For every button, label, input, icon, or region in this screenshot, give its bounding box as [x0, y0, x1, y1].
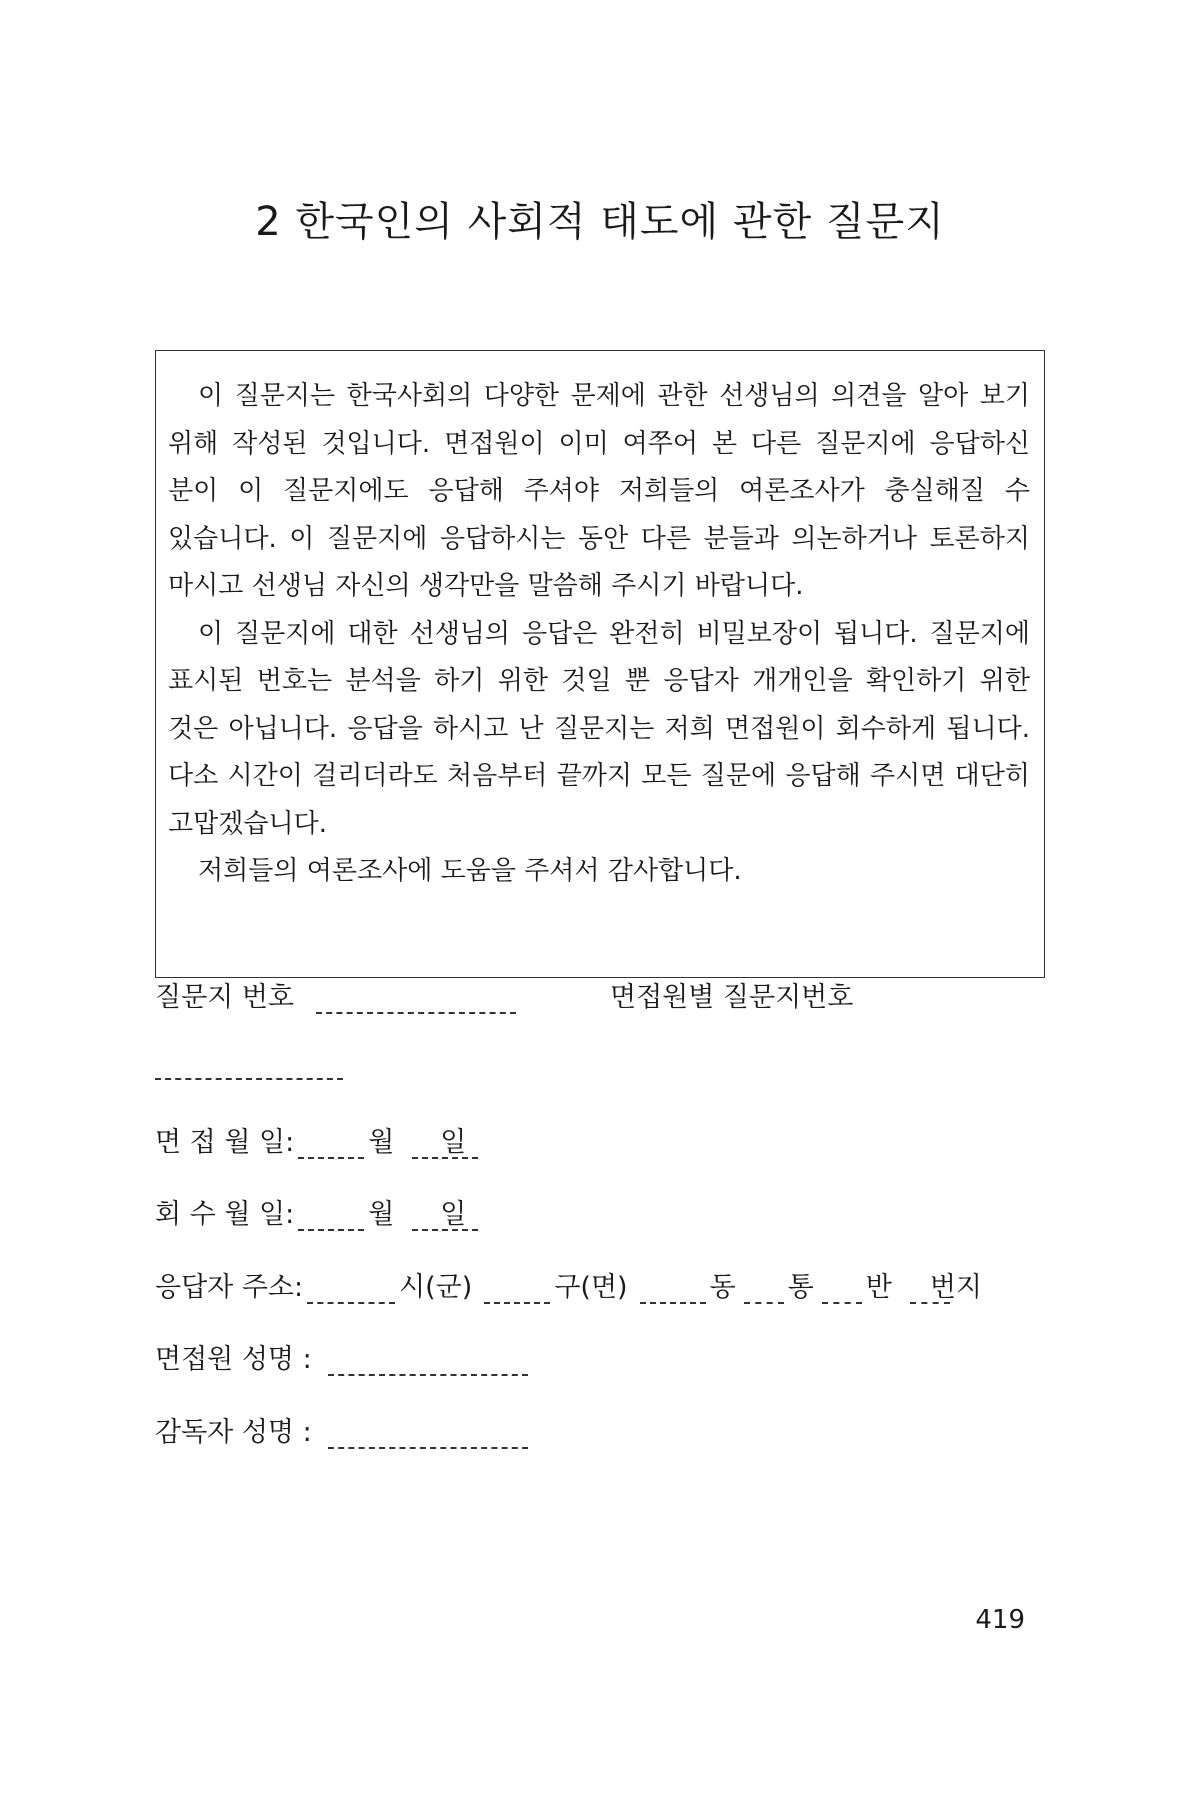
questionnaire-number-label: 질문지 번호 — [155, 982, 294, 1013]
collection-date-label: 회 수 월 일: — [155, 1199, 295, 1230]
interviewer-name-row — [155, 1337, 532, 1376]
supervisor-name-row — [155, 1410, 532, 1449]
address-dong-blank[interactable] — [640, 1274, 706, 1304]
interviewer-name-label: 면접원 성명 : — [155, 1344, 312, 1375]
collection-date-row — [155, 1192, 466, 1231]
collection-month-unit: 월 — [368, 1199, 395, 1230]
collection-month-blank[interactable] — [298, 1201, 364, 1231]
questionnaire-number-row — [155, 975, 853, 1014]
notice-paragraph: 이 질문지에 대한 선생님의 응답은 완전히 비밀보장이 됩니다. 질문지에 표시된 번호는 분석을 하기 위한 것일 뿐 응답자 개개인을 확인하기 위한 것은 아닙니다. 응답을 하시고 난 질문지는 저희 면접원이 회수하게 됩니다. 다소 시간이 걸리더라도 처음부터 끝까지 모든 질문에 응답해 주시면 대단히 고맙겠습니다. — [168, 618, 1030, 839]
notice-box — [155, 350, 1045, 978]
interviewer-name-blank[interactable] — [328, 1346, 528, 1376]
respondent-address-row — [155, 1265, 982, 1304]
respondent-address-label: 응답자 주소: — [155, 1272, 304, 1303]
address-dong-unit: 동 — [709, 1272, 736, 1303]
notice-paragraph: 이 질문지는 한국사회의 다양한 문제에 관한 선생님의 의견을 알아 보기 위해 작성된 것입니다. 면접원이 이미 여쭈어 본 다른 질문지에 응답하신 분이 이 질문지에도 응답해 주셔야 저희들의 여론조사가 충실해질 수 있습니다. 이 질문지에 응답하시는 동안 다른 분들과 의논하거나 토론하지 마시고 선생님 자신의 생각만을 말씀해 주시기 바랍니다. — [168, 381, 1030, 601]
interview-day-unit: 일 — [440, 1127, 467, 1158]
address-si-blank[interactable] — [307, 1274, 395, 1304]
interviewer-questionnaire-number-blank[interactable] — [155, 1050, 343, 1080]
collection-day-unit: 일 — [440, 1199, 467, 1230]
address-beonji-unit: 번지 — [929, 1272, 983, 1303]
interviewer-questionnaire-number-row — [155, 1050, 347, 1080]
address-gu-unit: 구(면) — [554, 1272, 628, 1303]
page-title: 2 한국인의 사회적 태도에 관한 질문지 — [255, 199, 945, 245]
interviewer-questionnaire-number-label: 면접원별 질문지번호 — [610, 982, 854, 1013]
page-number: 419 — [975, 1605, 1025, 1635]
notice-paragraph: 저희들의 여론조사에 도움을 주셔서 감사합니다. — [198, 856, 742, 886]
supervisor-name-label: 감독자 성명 : — [155, 1417, 312, 1448]
interview-date-row — [155, 1120, 466, 1159]
address-ban-blank[interactable] — [822, 1274, 862, 1304]
address-gu-blank[interactable] — [484, 1274, 550, 1304]
interview-month-unit: 월 — [368, 1127, 395, 1158]
address-si-unit: 시(군) — [399, 1272, 473, 1303]
interview-month-blank[interactable] — [298, 1129, 364, 1159]
supervisor-name-blank[interactable] — [328, 1419, 528, 1449]
questionnaire-number-blank[interactable] — [316, 984, 516, 1014]
address-ban-unit: 반 — [865, 1272, 892, 1303]
interview-date-label: 면 접 월 일: — [155, 1127, 295, 1158]
address-tong-blank[interactable] — [744, 1274, 784, 1304]
address-tong-unit: 통 — [787, 1272, 814, 1303]
